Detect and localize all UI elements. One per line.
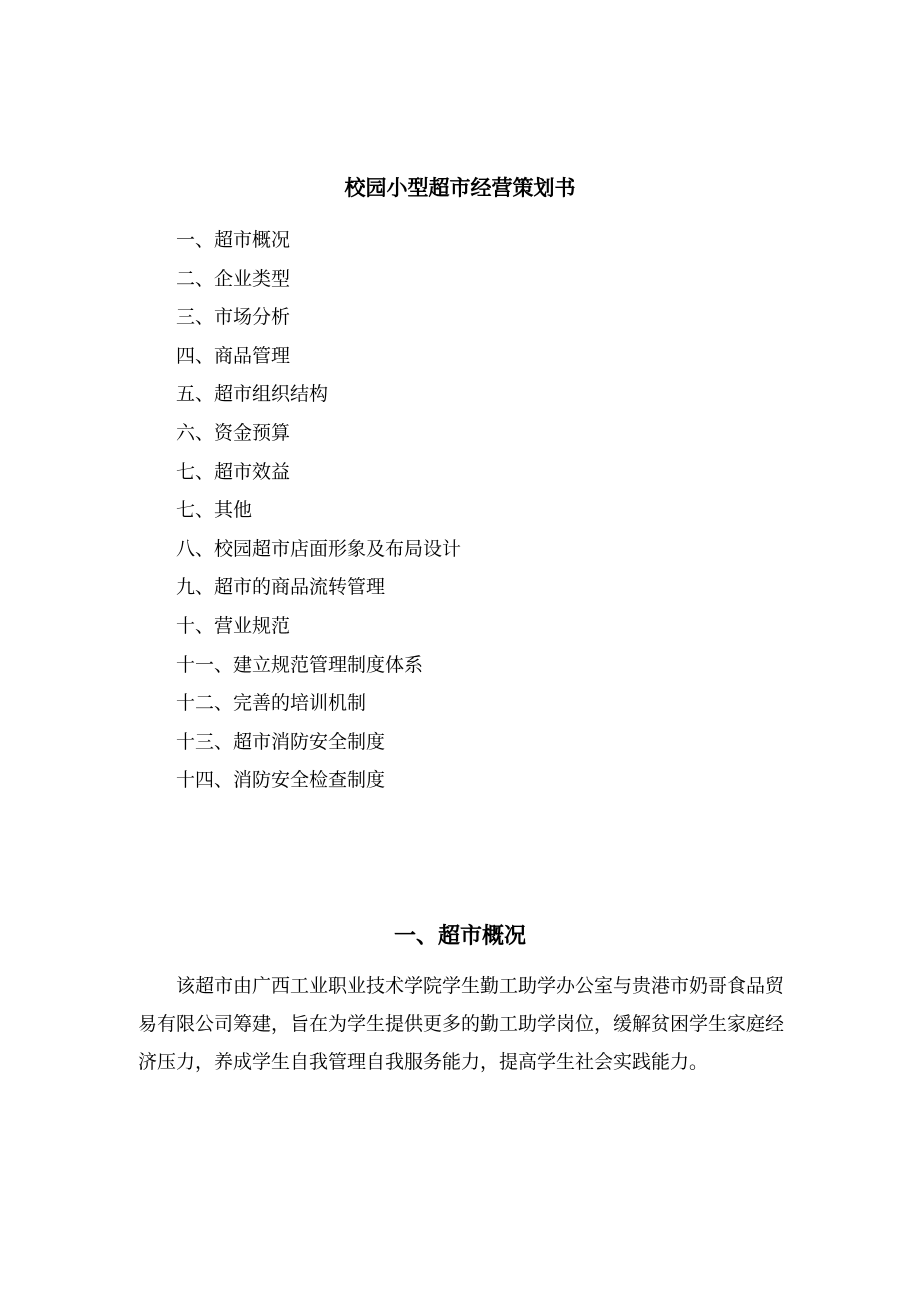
document-title: 校园小型超市经营策划书 bbox=[344, 175, 576, 200]
toc-item: 五、超市组织结构 bbox=[176, 383, 329, 406]
toc-item: 二、企业类型 bbox=[176, 267, 291, 290]
toc-item: 十二、完善的培训机制 bbox=[176, 692, 367, 715]
toc-item: 十、营业规范 bbox=[176, 614, 291, 637]
toc-item: 八、校园超市店面形象及布局设计 bbox=[176, 537, 462, 560]
section-paragraph: 该超市由广西工业职业技术学院学生勤工助学办公室与贵港市奶哥食品贸易有限公司筹建，旨在为学生提供更多的勤工助学岗位，缓解贫困学生家庭经济压力，养成学生自我管理自我服务能力，提高学生社会实践能力。 bbox=[138, 975, 785, 1073]
toc-item: 三、市场分析 bbox=[176, 306, 291, 329]
toc-item: 十四、消防安全检查制度 bbox=[176, 769, 386, 792]
toc-item: 一、超市概况 bbox=[176, 229, 291, 251]
table-of-contents bbox=[176, 221, 461, 800]
toc-item: 九、超市的商品流转管理 bbox=[176, 576, 386, 599]
toc-item: 七、超市效益 bbox=[176, 460, 291, 483]
toc-item: 七、其他 bbox=[176, 499, 253, 522]
section-heading: 一、超市概况 bbox=[393, 923, 526, 949]
toc-item: 六、资金预算 bbox=[176, 421, 291, 444]
toc-item: 十一、建立规范管理制度体系 bbox=[176, 653, 424, 676]
toc-item: 十三、超市消防安全制度 bbox=[176, 730, 386, 753]
toc-item: 四、商品管理 bbox=[176, 344, 291, 367]
